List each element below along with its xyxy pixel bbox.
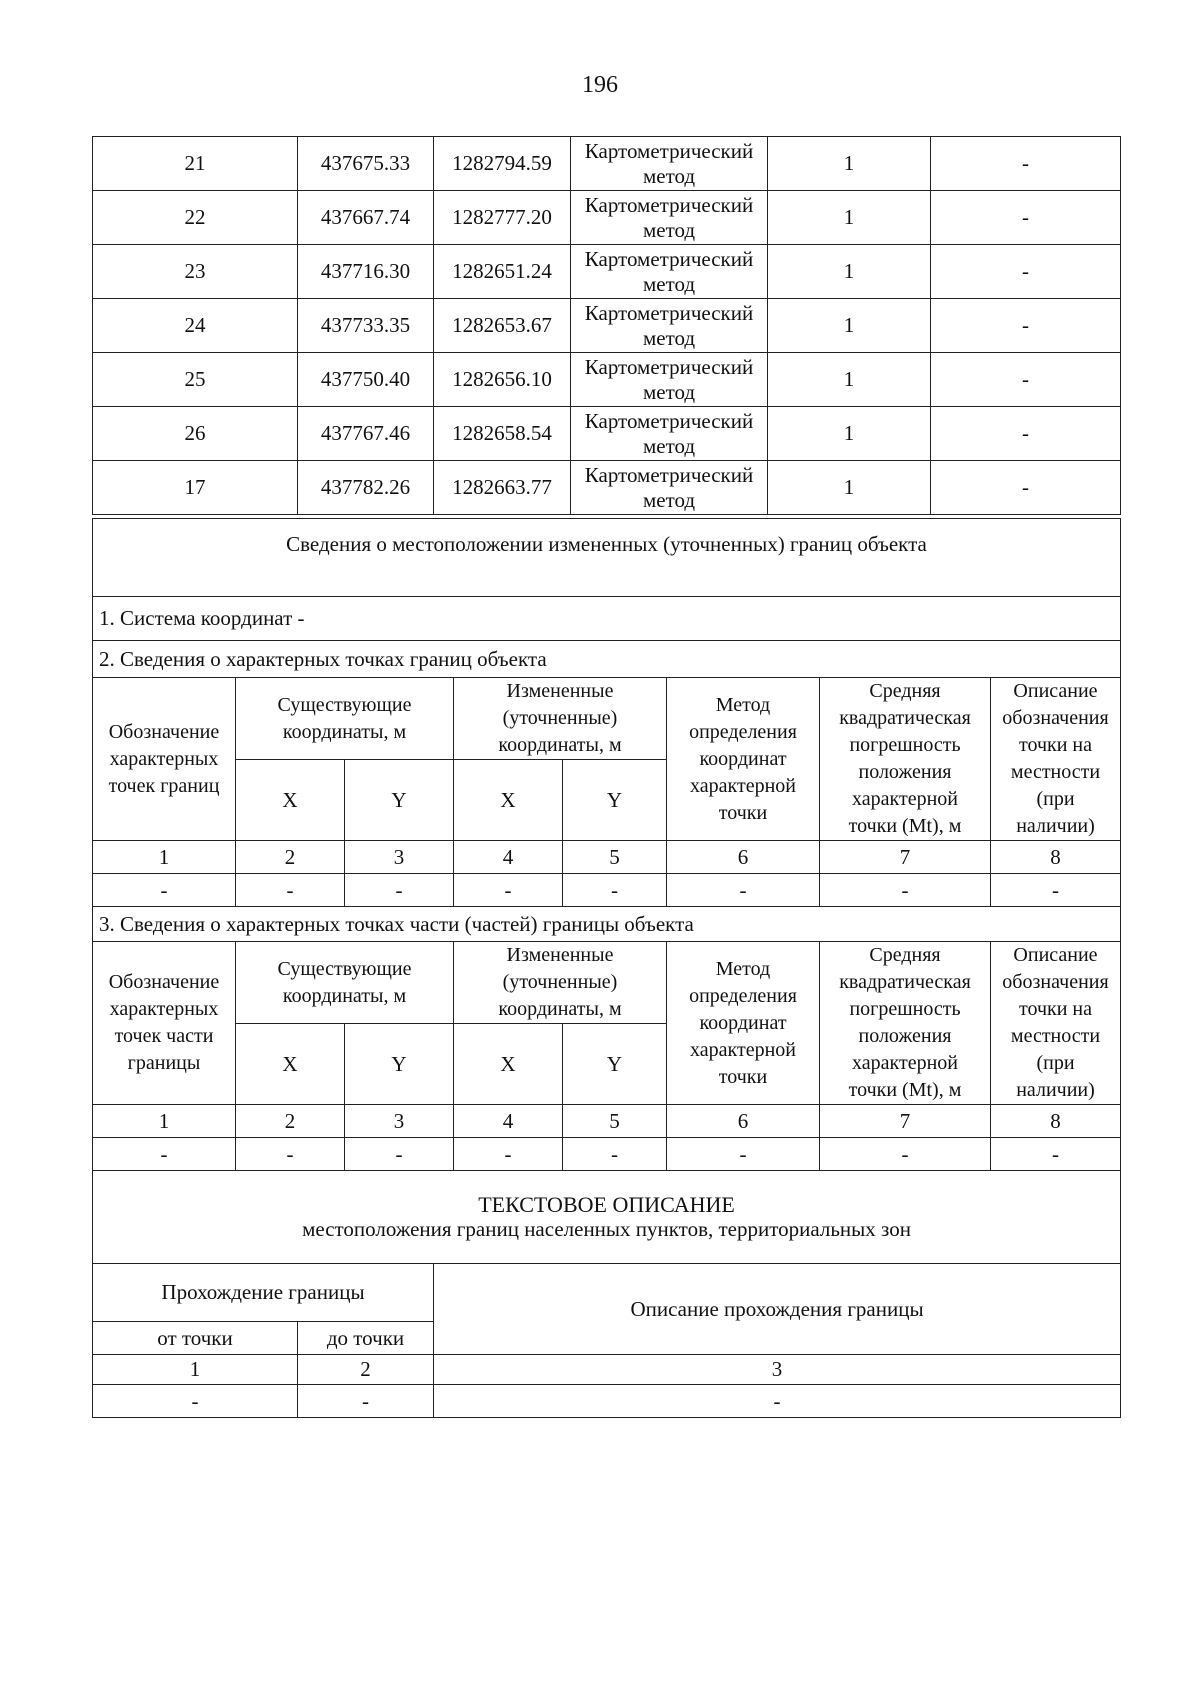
y-coordinate: 1282656.10 (434, 353, 571, 407)
col-number: 3 (345, 841, 454, 874)
table-row (93, 245, 1121, 299)
col-number: 1 (93, 1355, 298, 1385)
table-row (93, 353, 1121, 407)
x-coordinate: 437782.26 (298, 461, 434, 515)
empty-cell: - (345, 874, 454, 907)
text-description-table (92, 1170, 1121, 1418)
x-coordinate: 437750.40 (298, 353, 434, 407)
x-coordinate: 437716.30 (298, 245, 434, 299)
empty-cell: - (667, 1138, 820, 1171)
points-table (92, 136, 1121, 515)
col-number: 8 (991, 1105, 1121, 1138)
empty-row (93, 1138, 1121, 1171)
column-numbers-row (93, 1105, 1121, 1138)
title-subtitle: местоположения границ населенных пунктов, территориальных зон (302, 1217, 911, 1241)
existing-coords-header: Существующие координаты, м (236, 942, 454, 1024)
col-number: 4 (454, 1105, 563, 1138)
col-number: 2 (236, 1105, 345, 1138)
x-coordinate: 437667.74 (298, 191, 434, 245)
method: Картометрический метод (571, 461, 768, 515)
accuracy: 1 (768, 407, 931, 461)
point-description: - (931, 461, 1121, 515)
col-number: 1 (93, 841, 236, 874)
x-coordinate: 437733.35 (298, 299, 434, 353)
changed-x-header: X (454, 760, 563, 841)
empty-cell: - (454, 1138, 563, 1171)
point-id: 26 (93, 407, 298, 461)
col-number: 7 (820, 1105, 991, 1138)
method-header: Метод определения координат характерной точки (667, 678, 820, 841)
method: Картометрический метод (571, 137, 768, 191)
point-id: 17 (93, 461, 298, 515)
x-coordinate: 437767.46 (298, 407, 434, 461)
col-number: 4 (454, 841, 563, 874)
page-number: 196 (582, 72, 618, 98)
point-id: 22 (93, 191, 298, 245)
point-description: - (931, 299, 1121, 353)
existing-x-header: X (236, 760, 345, 841)
designation-header: Обозначение характерных точек границ (93, 678, 236, 841)
col-number: 1 (93, 1105, 236, 1138)
empty-cell: - (820, 1138, 991, 1171)
passage-header: Прохождение границы (93, 1264, 434, 1322)
empty-cell: - (454, 874, 563, 907)
accuracy: 1 (768, 137, 931, 191)
point-description: - (931, 353, 1121, 407)
empty-row (93, 874, 1121, 907)
col-number: 5 (563, 1105, 667, 1138)
method: Картометрический метод (571, 299, 768, 353)
changed-boundaries-table (92, 518, 1121, 1171)
title-main: ТЕКСТОВОЕ ОПИСАНИЕ (478, 1192, 735, 1217)
from-point-header: от точки (93, 1322, 298, 1355)
coordinate-system: 1. Система координат - (93, 597, 1121, 641)
y-coordinate: 1282794.59 (434, 137, 571, 191)
point-description: - (931, 191, 1121, 245)
empty-row (93, 1385, 1121, 1418)
x-coordinate: 437675.33 (298, 137, 434, 191)
method-header: Метод определения координат характерной точки (667, 942, 820, 1105)
section-caption: Сведения о местоположении измененных (уточненных) границ объекта (93, 519, 1121, 597)
part-designation-header: Обозначение характерных точек части границы (93, 942, 236, 1105)
column-numbers-row (93, 841, 1121, 874)
accuracy: 1 (768, 461, 931, 515)
empty-cell: - (563, 1138, 667, 1171)
col-number: 2 (298, 1355, 434, 1385)
col-number: 7 (820, 841, 991, 874)
col-number: 6 (667, 1105, 820, 1138)
existing-y-header: Y (345, 1024, 454, 1105)
empty-cell: - (93, 874, 236, 907)
accuracy: 1 (768, 299, 931, 353)
passage-description-header: Описание прохождения границы (434, 1264, 1121, 1355)
points-section-title: 2. Сведения о характерных точках границ объекта (93, 641, 1121, 678)
text-description-title (93, 1171, 1121, 1264)
empty-cell: - (236, 874, 345, 907)
changed-y-header: Y (563, 1024, 667, 1105)
y-coordinate: 1282651.24 (434, 245, 571, 299)
changed-x-header: X (454, 1024, 563, 1105)
col-number: 5 (563, 841, 667, 874)
empty-cell: - (563, 874, 667, 907)
column-numbers-row (93, 1355, 1121, 1385)
to-point-header: до точки (298, 1322, 434, 1355)
point-description: - (931, 137, 1121, 191)
existing-x-header: X (236, 1024, 345, 1105)
y-coordinate: 1282653.67 (434, 299, 571, 353)
col-number: 2 (236, 841, 345, 874)
empty-cell: - (298, 1385, 434, 1418)
y-coordinate: 1282777.20 (434, 191, 571, 245)
accuracy: 1 (768, 245, 931, 299)
description-header: Описание обозначения точки на местности (при наличии) (991, 942, 1121, 1105)
method: Картометрический метод (571, 407, 768, 461)
empty-cell: - (991, 874, 1121, 907)
parts-section-title: 3. Сведения о характерных точках части (частей) границы объекта (93, 907, 1121, 942)
method: Картометрический метод (571, 245, 768, 299)
method: Картометрический метод (571, 353, 768, 407)
point-description: - (931, 407, 1121, 461)
col-number: 8 (991, 841, 1121, 874)
table-row (93, 461, 1121, 515)
point-id: 21 (93, 137, 298, 191)
point-description: - (931, 245, 1121, 299)
accuracy: 1 (768, 353, 931, 407)
empty-cell: - (236, 1138, 345, 1171)
table-row (93, 407, 1121, 461)
col-number: 6 (667, 841, 820, 874)
changed-coords-header: Измененные (уточненные) координаты, м (454, 678, 667, 760)
error-header: Средняя квадратическая погрешность положения характерной точки (Mt), м (820, 678, 991, 841)
table-row (93, 137, 1121, 191)
empty-cell: - (991, 1138, 1121, 1171)
table-row (93, 299, 1121, 353)
col-number: 3 (434, 1355, 1121, 1385)
empty-cell: - (820, 874, 991, 907)
point-id: 24 (93, 299, 298, 353)
method: Картометрический метод (571, 191, 768, 245)
point-id: 25 (93, 353, 298, 407)
col-number: 3 (345, 1105, 454, 1138)
description-header: Описание обозначения точки на местности (при наличии) (991, 678, 1121, 841)
table-row (93, 191, 1121, 245)
existing-coords-header: Существующие координаты, м (236, 678, 454, 760)
existing-y-header: Y (345, 760, 454, 841)
accuracy: 1 (768, 191, 931, 245)
empty-cell: - (434, 1385, 1121, 1418)
point-id: 23 (93, 245, 298, 299)
y-coordinate: 1282663.77 (434, 461, 571, 515)
error-header: Средняя квадратическая погрешность положения характерной точки (Mt), м (820, 942, 991, 1105)
empty-cell: - (93, 1138, 236, 1171)
empty-cell: - (345, 1138, 454, 1171)
changed-y-header: Y (563, 760, 667, 841)
y-coordinate: 1282658.54 (434, 407, 571, 461)
changed-coords-header: Измененные (уточненные) координаты, м (454, 942, 667, 1024)
empty-cell: - (667, 874, 820, 907)
empty-cell: - (93, 1385, 298, 1418)
